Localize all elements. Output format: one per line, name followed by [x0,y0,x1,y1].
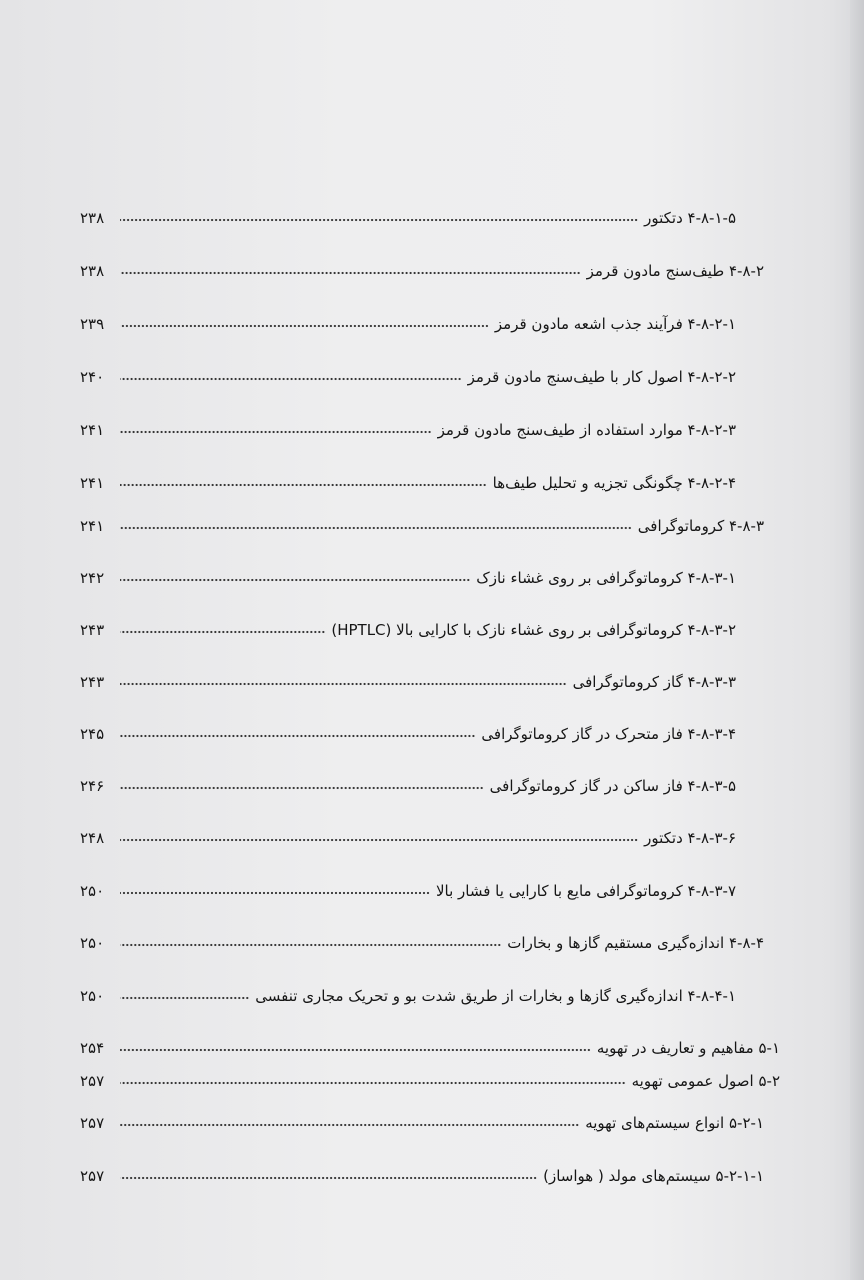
toc-entry-title: ۴-۸-۳-۱ کروماتوگرافی بر روی غشاء نازک [476,569,736,587]
toc-entry [80,664,736,692]
dot-leader [120,429,432,435]
toc-entry [80,1158,764,1186]
toc-entry-title: ۴-۸-۲-۱ فرآیند جذب اشعه مادون قرمز [494,315,736,333]
toc-entry [80,978,736,1006]
dot-leader [120,323,489,329]
toc-entry-page: ۲۳۸ [80,209,105,227]
toc-entry-page: ۲۴۸ [80,829,105,847]
toc-entry-title: ۴-۸-۳-۲ کروماتوگرافی بر روی غشاء نازک با کارایی بالا (HPTLC) [331,621,736,639]
toc-entry-page: ۲۳۸ [80,262,105,280]
toc-entry-page: ۲۴۲ [80,569,105,587]
toc-entry [80,560,736,588]
toc-entry-title: ۴-۸-۲-۴ چگونگی تجزیه و تحلیل طیف‌ها [492,474,736,492]
dot-leader [120,995,249,1001]
toc-entry-page: ۲۵۷ [80,1072,105,1090]
toc-entry-page: ۲۵۷ [80,1167,105,1185]
toc-entry-title: ۴-۸-۴ اندازه‌گیری مستقیم گازها و بخارات [507,934,764,952]
toc-entry [80,612,736,640]
dot-leader [120,1175,537,1181]
toc-entry-title: ۴-۸-۲-۳ موارد استفاده از طیف‌سنج مادون قرمز [437,421,736,439]
dot-leader [120,376,462,382]
dot-leader [120,482,487,488]
toc-entry [80,1063,780,1091]
toc-entry [80,768,736,796]
toc-entry-title: ۴-۸-۳-۵ فاز ساکن در گاز کروماتوگرافی [489,777,736,795]
toc-entry [80,412,736,440]
toc-entry [80,465,736,493]
toc-entry-page: ۲۴۶ [80,777,105,795]
dot-leader [120,525,632,531]
toc-entry-page: ۲۵۰ [80,987,105,1005]
toc-entry-page: ۲۵۷ [80,1114,105,1132]
toc-entry [80,873,736,901]
toc-entry-page: ۲۴۱ [80,517,105,535]
toc-entry-title: ۴-۸-۳-۴ فاز متحرک در گاز کروماتوگرافی [481,725,736,743]
toc-entry-title: ۴-۸-۳ کروماتوگرافی [637,517,764,535]
toc-entry-title: ۵-۲-۱-۱ سیستم‌های مولد ( هواساز) [543,1167,764,1185]
toc-entry-title: ۵-۲-۱ انواع سیستم‌های تهویه [585,1114,764,1132]
toc-entry-page: ۲۵۰ [80,934,105,952]
toc-entry [80,1105,764,1133]
toc-entry [80,1030,780,1058]
toc-entry [80,508,764,536]
toc-entry-page: ۲۴۰ [80,368,105,386]
toc-entry-title: ۵-۱ مفاهیم و تعاریف در تهویه [596,1039,780,1057]
dot-leader [120,1122,579,1128]
toc-entry-page: ۲۵۴ [80,1039,105,1057]
toc-entry [80,200,736,228]
toc-entry-page: ۲۵۰ [80,882,105,900]
dot-leader [120,270,581,276]
dot-leader [120,942,501,948]
toc-entry [80,359,736,387]
dot-leader [120,1047,591,1053]
dot-leader [120,785,484,791]
dot-leader [120,733,475,739]
toc-entry-page: ۲۴۱ [80,421,105,439]
toc-entry-page: ۲۴۳ [80,621,105,639]
toc-entry [80,253,764,281]
dot-leader [120,890,430,896]
toc-entry-title: ۴-۸-۳-۷ کروماتوگرافی مایع با کارایی یا فشار بالا [435,882,736,900]
dot-leader [120,681,567,687]
toc-entry-page: ۲۴۵ [80,725,105,743]
toc-entry-title: ۴-۸-۴-۱ اندازه‌گیری گازها و بخارات از طریق شدت بو و تحریک مجاری تنفسی [255,987,736,1005]
toc-entry-page: ۲۴۳ [80,673,105,691]
toc-entry-title: ۴-۸-۳-۳ گاز کروماتوگرافی [572,673,736,691]
toc-entry [80,820,736,848]
toc-entry-title: ۵-۲ اصول عمومی تهویه [631,1072,780,1090]
toc-entry-title: ۴-۸-۱-۵ دتکتور [644,209,736,227]
dot-leader [120,217,638,223]
toc-entry-title: ۴-۸-۳-۶ دتکتور [644,829,736,847]
toc-entry-page: ۲۳۹ [80,315,105,333]
dot-leader [120,629,325,635]
dot-leader [120,1080,626,1086]
toc-entry-page: ۲۴۱ [80,474,105,492]
toc-entry-title: ۴-۸-۲ طیف‌سنج مادون قرمز [586,262,764,280]
toc-entry [80,306,736,334]
dot-leader [120,837,638,843]
toc-entry [80,925,764,953]
toc-entry-title: ۴-۸-۲-۲ اصول کار با طیف‌سنج مادون قرمز [467,368,736,386]
toc-entry [80,716,736,744]
dot-leader [120,577,470,583]
